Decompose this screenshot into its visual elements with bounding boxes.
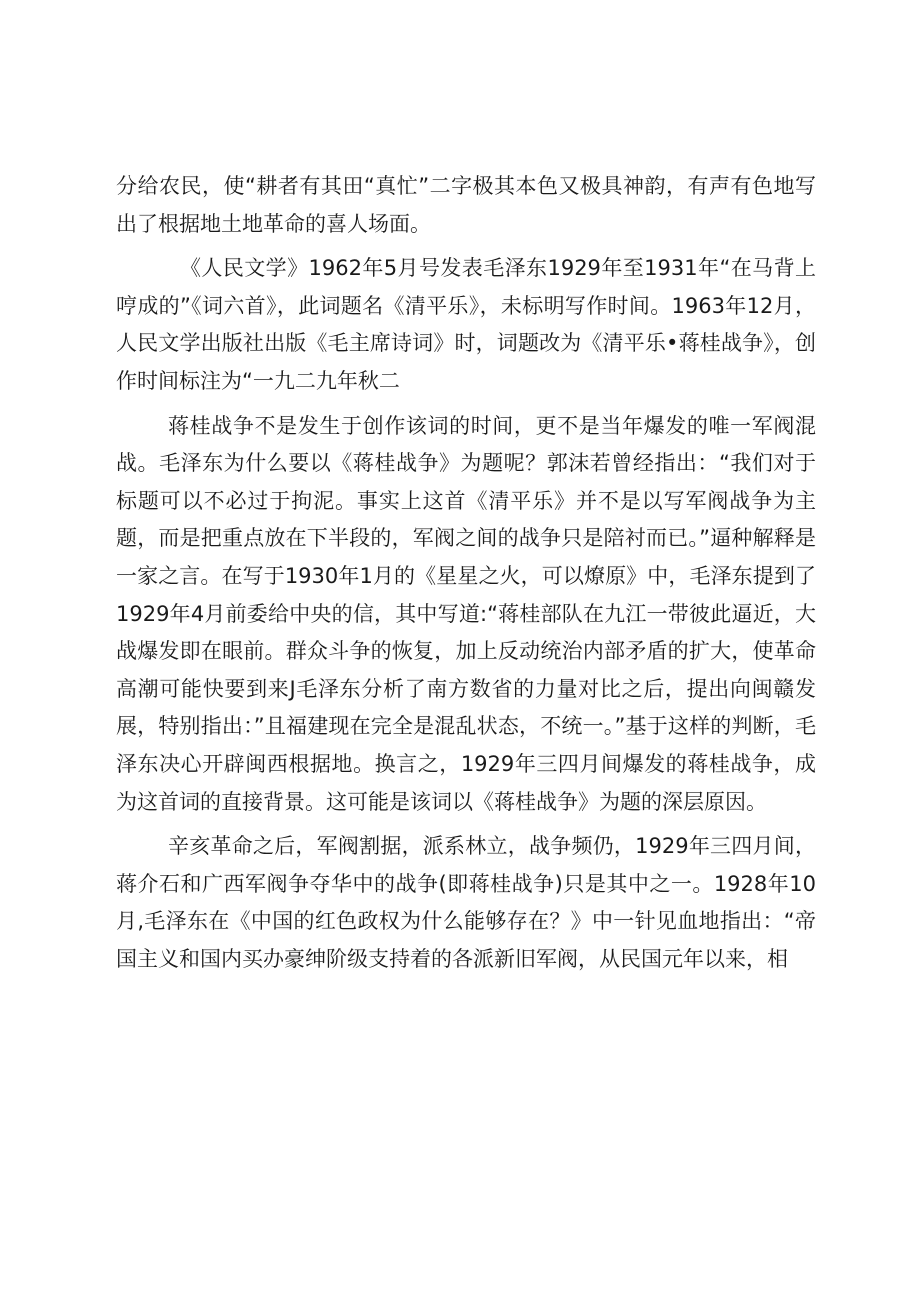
paragraph-3: 蒋桂战争不是发生于创作该词的时间，更不是当年爆发的唯一军阀混战。毛泽东为什么要以《蒋桂战争》为题呢？郭沫若曾经指出：“我们对于标题可以不必过于拘泥。事实上这首《清平乐》并不是以写军阀战争为主题，而是把重点放在下半段的，军阀之间的战争只是陪衬而已。”逼种解释是一家之言。在写于1930年1月的《星星之火，可以燎原》中，毛泽东提到了1929年4月前委给中央的信，其中写道:“蒋桂部队在九江一带彼此逼近，大战爆发即在眼前。群众斗争的恢复，加上反动统治内部矛盾的扩大，使革命高潮可能快要到来J毛泽东分析了南方数省的力量对比之后，提出向闽赣发展，特别指出：”且福建现在完全是混乱状态，不统一。”基于这样的判断，毛泽东决心开辟闽西根据地。换言之，1929年三四月间爆发的蒋桂战争，成为这首词的直接背景。这可能是该词以《蒋桂战争》为题的深层原因。 xyxy=(116,413,816,814)
paragraph-4: 辛亥革命之后，军阀割据，派系林立，战争频仍，1929年三四月间，蒋介石和广西军阀争夺华中的战争(即蒋桂战争)只是其中之一。1928年10月,毛泽东在《中国的红色政权为什么能够存在？》中一针见血地指出：“帝国主义和国内买办豪绅阶级支持着的各派新旧军阀，从民国元年以来，相 xyxy=(116,834,816,971)
document-body xyxy=(116,168,816,985)
paragraph-2: 《人民文学》1962年5月号发表毛泽东1929年至1931年“在马背上哼成的”《词六首》，此词题名《清平乐》，未标明写作时间。1963年12月，人民文学出版社出版《毛主席诗词》时，词题改为《清平乐•蒋桂战争》，创作时间标注为“一九二九年秋二 xyxy=(116,256,816,393)
paragraph-1: 分给农民，使“耕者有其田“真忙”二字极其本色又极具神韵，有声有色地写出了根据地土地革命的喜人场面。 xyxy=(116,174,816,236)
